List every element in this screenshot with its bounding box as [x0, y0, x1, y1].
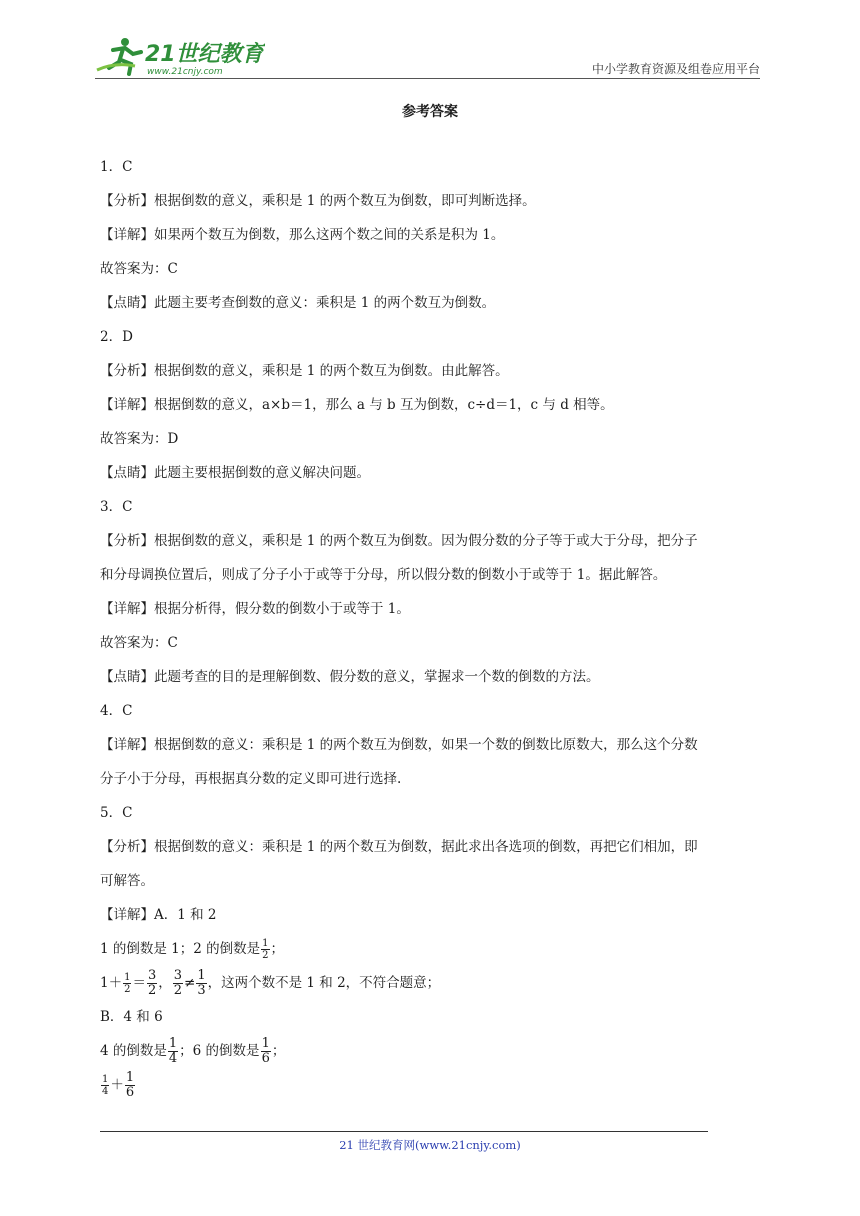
fraction-quarter: $\frac{1}{4}$ — [168, 1036, 178, 1066]
answer-3-result: 故答案为：C — [100, 635, 178, 651]
fraction-sixth: $\frac{1}{6}$ — [125, 1070, 135, 1100]
header-divider — [95, 78, 760, 79]
answer-1-detail: 【详解】如果两个数互为倒数，那么这两个数之间的关系是积为 1。 — [100, 227, 505, 243]
svg-text:21世纪教育: 21世纪教育 — [145, 42, 264, 67]
answer-2-label: 2．D — [100, 329, 133, 345]
answer-2-detail: 【详解】根据倒数的意义，a×b＝1，那么 a 与 b 互为倒数，c÷d＝1，c 与 d 相等。 — [100, 397, 614, 413]
page-title: 参考答案 — [402, 104, 458, 120]
fraction-sixth: $\frac{1}{6}$ — [261, 1036, 270, 1066]
answer-4-label: 4．C — [100, 703, 133, 719]
option-b-label: B．4 和 6 — [100, 1009, 163, 1025]
fraction-one-third: $\frac{1}{3}$ — [197, 968, 206, 998]
answer-1-comment: 【点睛】此题主要考查倒数的意义：乘积是 1 的两个数互为倒数。 — [100, 295, 496, 311]
answer-2-analysis: 【分析】根据倒数的意义，乘积是 1 的两个数互为倒数。由此解答。 — [100, 363, 509, 379]
fraction-three-halves: $\frac{3}{2}$ — [147, 968, 157, 998]
answer-1-result: 故答案为：C — [100, 261, 178, 277]
fraction-quarter: $\frac{1}{4}$ — [102, 1074, 109, 1097]
answer-1-label: 1．C — [100, 159, 133, 175]
answer-2-comment: 【点睛】此题主要根据倒数的意义解决问题。 — [100, 465, 370, 481]
answer-5-detail: 【详解】A．1 和 2 — [100, 907, 217, 923]
answer-3-label: 3．C — [100, 499, 133, 515]
answer-5-label: 5．C — [100, 805, 133, 821]
answer-3-analysis: 【分析】根据倒数的意义，乘积是 1 的两个数互为倒数。因为假分数的分子等于或大于分母，把分子 — [100, 533, 698, 549]
fraction-three-halves: $\frac{3}{2}$ — [173, 968, 183, 998]
answer-5-analysis-cont: 可解答。 — [100, 873, 154, 889]
fraction-half: $\frac{1}{2}$ — [262, 938, 269, 961]
answer-3-detail: 【详解】根据分析得，假分数的倒数小于或等于 1。 — [100, 601, 410, 617]
answer-3-comment: 【点睛】此题考查的目的是理解倒数、假分数的意义，掌握求一个数的倒数的方法。 — [100, 669, 600, 685]
fraction-half: $\frac{1}{2}$ — [124, 972, 131, 995]
answer-2-result: 故答案为：D — [100, 431, 179, 447]
answer-3-analysis-cont: 和分母调换位置后，则成了分子小于或等于分母，所以假分数的倒数小于或等于 1。据此解答。 — [100, 567, 667, 583]
answer-4-detail-cont: 分子小于分母，再根据真分数的定义即可进行选择. — [100, 771, 402, 787]
platform-name: 中小学教育资源及组卷应用平台 — [591, 62, 760, 76]
footer-divider — [100, 1131, 708, 1132]
svg-text:www.21cnjy.com: www.21cnjy.com — [147, 67, 223, 77]
site-logo — [95, 34, 265, 78]
reciprocal-line-b: 4 的倒数是 $\frac{1}{4}$ ；6 的倒数是 $\frac{1}{6}$ ； — [100, 1036, 286, 1066]
page-header — [95, 34, 760, 80]
answer-1-analysis: 【分析】根据倒数的意义，乘积是 1 的两个数互为倒数，即可判断选择。 — [100, 193, 536, 209]
answer-4-detail: 【详解】根据倒数的意义：乘积是 1 的两个数互为倒数，如果一个数的倒数比原数大，那么这个分数 — [100, 737, 698, 753]
answer-content — [100, 150, 765, 1102]
reciprocal-line-a: 1 的倒数是 1；2 的倒数是 $\frac{1}{2}$ ； — [100, 938, 285, 961]
footer-link[interactable]: 21 世纪教育网(www.21cnjy.com) — [339, 1138, 521, 1152]
sum-line-b: $\frac{1}{4}$ ＋ $\frac{1}{6}$ — [102, 1070, 135, 1100]
sum-line-a: 1＋ $\frac{1}{2}$ ＝ $\frac{3}{2}$ ， $\frac{3}{2}$ ≠ $\frac{1}{3}$ ，这两个数不是 1 和 2，不符合题意； — [100, 968, 441, 998]
answer-5-analysis: 【分析】根据倒数的意义：乘积是 1 的两个数互为倒数，据此求出各选项的倒数，再把它们相加，即 — [100, 839, 698, 855]
